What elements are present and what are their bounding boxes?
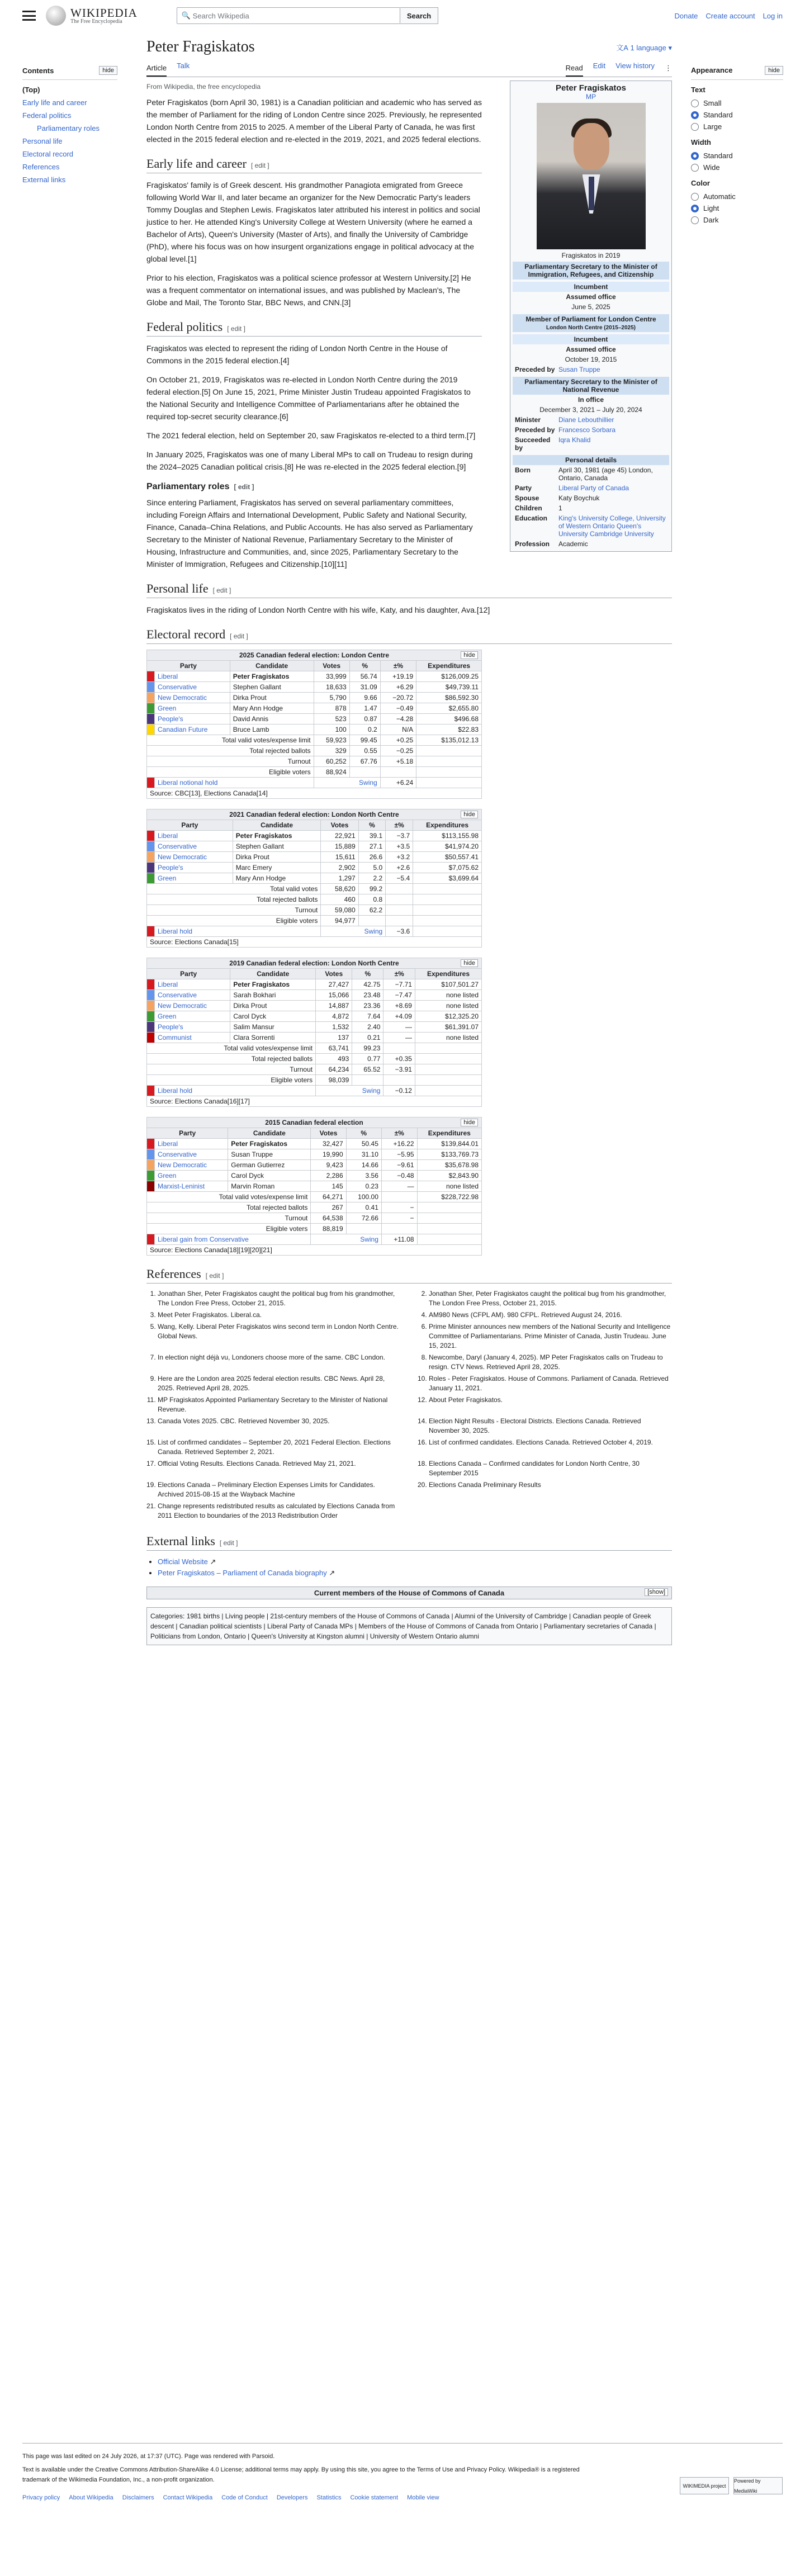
infobox-post[interactable]: MP — [586, 93, 596, 101]
reference-list — [146, 1289, 672, 1523]
totals-row: Turnout 64,538 72.66 − — [147, 1213, 482, 1224]
toc-title: Contents — [22, 66, 54, 75]
section-heading: Personal life [ edit ] — [146, 581, 672, 598]
edit-section-link[interactable]: [ edit ] — [230, 632, 248, 640]
reference-item[interactable]: 7. In election night déjà vu, Londoners choose more of the same. CBC London. — [158, 1353, 401, 1372]
donate-link[interactable]: Donate — [674, 11, 698, 20]
office-header[interactable]: Parliamentary Secretary to the Minister of Immigration, Refugees, and Citizenship — [513, 262, 669, 280]
wikimedia-logo[interactable]: WIKIMEDIA project — [680, 2477, 729, 2494]
toc-hide-button[interactable]: hide — [99, 66, 117, 75]
table-row: New Democratic Dirka Prout 5,790 9.66 −20.72 $86,592.30 — [147, 693, 482, 703]
election-table: 2025 Canadian federal election: London Centre hide Party Candidate Votes % ±% Expenditures Liberal Peter Fragiskatos 33,999 56.74 +19.19 $126,009.25 Conservative Stephen Gallant 18,633 31.09 +6.29 $49,739.11 New Democratic Dirka Prout 5,790 9.66 −20.72 $86,592.30 Green Mary Ann Hodge 878 1.47 −0.49 $2,655.80 People's David Annis 523 0.87 −4.28 $496.68 Canadian Future Bruce Lamb 100 0.2 N/A $22.83 Total valid votes/expense limit 59,923 99.45 +0.25 $135,012.13 Total rejected ballots 329 0.55 −0.25 Turnout 60,252 67.76 +5.18 Eligible voters 88,924 Liberal notional hold Swing +6.24 Source: CBC[13], Elections Canada[14] — [146, 650, 482, 799]
tab-edit[interactable]: Edit — [593, 61, 606, 70]
navbox: Current members of the House of Commons of Canada [show] — [146, 1587, 672, 1599]
toc-item[interactable]: References — [22, 163, 60, 171]
totals-row: Turnout 64,234 65.52 −3.91 — [147, 1064, 482, 1075]
reference-item[interactable]: 21. Change represents redistributed results as calculated by Elections Canada from 2011 Election to boundaries of the 2013 Redistribution Order — [158, 1502, 401, 1521]
totals-row: Turnout 59,080 62.2 — [147, 905, 482, 916]
reference-item[interactable]: 8. Newcombe, Daryl (January 4, 2025). MP Peter Fragiskatos calls on Trudeau to resign. CTV News. Retrieved April 28, 2025. — [429, 1353, 672, 1372]
reference-item[interactable]: 12. About Peter Fragiskatos. — [429, 1395, 672, 1414]
party-color-swatch — [147, 724, 155, 735]
categories-box[interactable]: Categories: 1981 births | Living people | 21st-century members of the House of Commons of Canada | Alumni of the University of Cambridge | Canadian people of Greek descent | Canadian political scientists | Liberal Party of Canada MPs | Members of the House of Commons of Canada from Ontario | Parliamentary secretaries of Canada | Politicians from London, Ontario | Queen's University at Kingston alumni | University of Western Ontario alumni — [146, 1607, 672, 1645]
login-link[interactable]: Log in — [763, 11, 783, 20]
reference-item[interactable]: 5. Wang, Kelly. Liberal Peter Fragiskatos wins second term in London North Centre. Global News. — [158, 1322, 401, 1351]
party-color-swatch — [147, 1011, 155, 1022]
tab-read[interactable]: Read — [566, 61, 583, 77]
edit-section-link[interactable]: [ edit ] — [219, 1539, 238, 1547]
license-text: Text is available under the Creative Commons Attribution-ShareAlike 4.0 License; additional terms may apply. By using this site, you agree to the Terms of Use and Privacy Policy. Wikipedia® is a registered trademark of the Wikimedia Foundation, Inc., a non-profit organization. — [22, 2466, 580, 2483]
source-cell: Source: Elections Canada[18][19][20][21] — [147, 1245, 482, 1256]
reference-item[interactable]: 20. Elections Canada Preliminary Results — [429, 1480, 672, 1499]
party-color-swatch — [147, 682, 155, 693]
totals-row: Eligible voters 88,819 — [147, 1224, 482, 1234]
totals-row: Total valid votes 58,620 99.2 — [147, 884, 482, 894]
totals-row: Total valid votes/expense limit 63,741 99.23 — [147, 1043, 482, 1054]
reference-item[interactable]: 1. Jonathan Sher, Peter Fragiskatos caught the political bug from his grandmother, The London Free Press, October 21, 2015. — [158, 1289, 401, 1308]
search-form — [177, 7, 438, 24]
party-color-swatch — [147, 1181, 155, 1192]
appearance-title: Appearance — [691, 66, 733, 74]
section-heading: Early life and career [ edit ] — [146, 157, 482, 173]
party-color-swatch — [147, 852, 155, 863]
party-color-swatch — [147, 714, 155, 724]
section-heading: Federal politics [ edit ] — [146, 320, 482, 337]
party-color-swatch — [147, 863, 155, 873]
toc-item[interactable]: Early life and career — [22, 98, 87, 107]
edit-section-link[interactable]: [ edit ] — [234, 483, 254, 491]
party-color-swatch — [147, 990, 155, 1001]
text-large-option[interactable]: Large — [691, 121, 783, 132]
hide-button[interactable]: hide — [461, 1119, 478, 1126]
table-row: Green Mary Ann Hodge 878 1.47 −0.49 $2,655.80 — [147, 703, 482, 714]
incumbent-badge: Incumbent — [513, 334, 669, 344]
table-row: Green Carol Dyck 2,286 3.56 −0.48 $2,843.90 — [147, 1171, 482, 1181]
election-table: 2015 Canadian federal election hide Party Candidate Votes % ±% Expenditures Liberal Peter Fragiskatos 32,427 50.45 +16.22 $139,844.01 Conservative Susan Truppe 19,990 31.10 −5.95 $133,769.73 New Democratic German Gutierrez 9,423 14.66 −9.61 $35,678.98 Green Carol Dyck 2,286 3.56 −0.48 $2,843.90 Marxist-Leninist Marvin Roman 145 0.23 — none listed Total valid votes/expense limit 64,271 100.00 $228,722.98 Total rejected ballots 267 0.41 − Turnout 64,538 72.66 − Eligible voters 88,819 Liberal gain from Conservative Swing +11.08 Source: Elections Canada[18][19][20][21] — [146, 1117, 482, 1256]
footer-link[interactable]: Privacy policy — [22, 2494, 60, 2501]
page-title: Peter Fragiskatos 文A 1 language ▾ — [146, 38, 672, 55]
subsection-heading: Parliamentary roles [ edit ] — [146, 482, 254, 491]
toc-item[interactable]: (Top) — [22, 86, 40, 94]
office-header[interactable]: Member of Parliament for London Centre London North Centre (2015–2025) — [513, 314, 669, 332]
intro-paragraph: Peter Fragiskatos (born April 30, 1981) is a Canadian politician and academic who has served as the member of Parliament for the riding of London Centre since 2025. Previously, he represented London North Centre from 2015 to 2025. A member of the Liberal Party of Canada, he was first elected in the 2015 federal election and re-elected in the 2019, 2021, and 2025 federal elections. — [146, 98, 482, 144]
hide-button[interactable]: hide — [461, 811, 478, 818]
office-header[interactable]: Parliamentary Secretary to the Minister of National Revenue — [513, 377, 669, 395]
table-row: People's Marc Emery 2,902 5.0 +2.6 $7,075.62 — [147, 863, 482, 873]
color-dark-option[interactable]: Dark — [691, 214, 783, 226]
footer-link[interactable]: Developers — [276, 2494, 308, 2501]
table-row: Liberal Peter Fragiskatos 22,921 39.1 −3.7 $113,155.98 — [147, 831, 482, 841]
table-row: Liberal Peter Fragiskatos 27,427 42.75 −7.71 $107,501.27 — [147, 979, 482, 990]
external-link[interactable]: Official Website — [158, 1557, 208, 1566]
source-cell: Source: CBC[13], Elections Canada[14] — [147, 788, 482, 799]
party-color-swatch — [147, 831, 155, 841]
edit-section-link[interactable]: [ edit ] — [250, 162, 269, 169]
table-row: Liberal Peter Fragiskatos 32,427 50.45 +16.22 $139,844.01 — [147, 1139, 482, 1149]
totals-row: Total valid votes/expense limit 64,271 100.00 $228,722.98 — [147, 1192, 482, 1202]
text-small-option[interactable]: Small — [691, 97, 783, 109]
totals-row: Total rejected ballots 267 0.41 − — [147, 1202, 482, 1213]
reference-item[interactable]: 2. Jonathan Sher, Peter Fragiskatos caught the political bug from his grandmother, The London Free Press, October 21, 2015. — [429, 1289, 672, 1308]
width-label: Width — [691, 138, 711, 146]
toc-item[interactable]: Parliamentary roles — [37, 124, 100, 132]
color-light-option[interactable]: Light — [691, 202, 783, 214]
table-row: Conservative Sarah Bokhari 15,066 23.48 −7.47 none listed — [147, 990, 482, 1001]
table-row: Conservative Susan Truppe 19,990 31.10 −5.95 $133,769.73 — [147, 1149, 482, 1160]
search-button[interactable]: Search — [400, 7, 438, 24]
edit-section-link[interactable]: [ edit ] — [227, 325, 245, 333]
table-row: New Democratic German Gutierrez 9,423 14.66 −9.61 $35,678.98 — [147, 1160, 482, 1171]
table-row: Green Mary Ann Hodge 1,297 2.2 −5.4 $3,699.64 — [147, 873, 482, 884]
totals-row: Turnout 60,252 67.76 +5.18 — [147, 756, 482, 767]
create-account-link[interactable]: Create account — [705, 11, 755, 20]
width-wide-option[interactable]: Wide — [691, 162, 783, 173]
table-row: Communist Clara Sorrenti 137 0.21 — none listed — [147, 1033, 482, 1043]
reference-item[interactable]: 13. Canada Votes 2025. CBC. Retrieved November 30, 2025. — [158, 1417, 401, 1436]
footer-link[interactable]: Statistics — [316, 2494, 342, 2501]
table-row: Liberal Peter Fragiskatos 33,999 56.74 +19.19 $126,009.25 — [147, 671, 482, 682]
footer-link[interactable]: Disclaimers — [122, 2494, 154, 2501]
table-row: New Democratic Dirka Prout 14,887 23.36 +8.69 none listed — [147, 1001, 482, 1011]
totals-row: Total rejected ballots 460 0.8 — [147, 894, 482, 905]
party-color-swatch — [147, 1149, 155, 1160]
external-link[interactable]: Peter Fragiskatos – Parliament of Canada biography — [158, 1569, 327, 1577]
infobox: Peter Fragiskatos MP Fragiskatos in 2019 Parliamentary Secretary to the Minister of Immigration, Refugees, and Citizenship Incumbent Assumed office June 5, 2025 Member of Parliament for London Centre London North Centre (2015–2025) Incumbent Assumed office October 19, 2015 Preceded by Susan Truppe Parliamentary Secretary to the Minister of National Revenue In office December 3, 2021 – July 20, 2024 Minister Diane Lebouthillier Preceded by Francesco Sorbara Succeeded by Iqra Khalid Personal details Born April 30, 1981 (age 45) London, Ontario, Canada Party Liberal Party of Canada Spouse Katy Boychuk Children 1 Education King's University College, University of Western Ontario Queen's University Cambridge University Profession Academic — [510, 80, 672, 552]
reference-item[interactable]: 9. Here are the London area 2025 federal election results. CBC News. April 28, 2025. Retrieved April 28, 2025. — [158, 1374, 401, 1393]
toc-item[interactable]: Electoral record — [22, 150, 74, 158]
party-color-swatch — [147, 693, 155, 703]
toc-item[interactable]: Personal life — [22, 137, 63, 145]
reference-item[interactable]: 14. Election Night Results - Electoral Districts. Elections Canada. Retrieved November 30, 2025. — [429, 1417, 672, 1436]
party-color-swatch — [147, 841, 155, 852]
reference-item[interactable]: 17. Official Voting Results. Elections Canada. Retrieved May 21, 2021. — [158, 1459, 401, 1478]
table-row: People's Salim Mansur 1,532 2.40 — $61,391.07 — [147, 1022, 482, 1033]
section-heading: Electoral record [ edit ] — [146, 627, 672, 644]
mediawiki-logo[interactable]: Powered by MediaWiki — [733, 2477, 783, 2494]
tab-history[interactable]: View history — [615, 61, 655, 70]
election-title: 2015 Canadian federal election hide — [147, 1117, 482, 1128]
language-button[interactable]: 文A 1 language ▾ — [616, 43, 672, 52]
totals-row: Total valid votes/expense limit 59,923 99.45 +0.25 $135,012.13 — [147, 735, 482, 746]
party-color-swatch — [147, 1033, 155, 1043]
reference-item[interactable]: 18. Elections Canada – Confirmed candidates for London North Centre, 30 September 2015 — [429, 1459, 672, 1478]
totals-row: Eligible voters 98,039 — [147, 1075, 482, 1086]
reference-item[interactable]: 16. List of confirmed candidates. Elections Canada. Retrieved October 4, 2019. — [429, 1438, 672, 1457]
table-row: Marxist-Leninist Marvin Roman 145 0.23 — none listed — [147, 1181, 482, 1192]
party-color-swatch — [147, 979, 155, 990]
totals-row: Eligible voters 88,924 — [147, 767, 482, 778]
appearance-hide-button[interactable]: hide — [765, 66, 783, 75]
source-cell: Source: Elections Canada[15] — [147, 937, 482, 948]
election-title: 2025 Canadian federal election: London Centre hide — [147, 650, 482, 661]
election-title: 2021 Canadian federal election: London North Centre hide — [147, 809, 482, 820]
section-heading: References [ edit ] — [146, 1267, 672, 1284]
last-edited-text: This page was last edited on 24 July 2026, at 17:37 (UTC). Page was rendered with Parsoid. — [22, 2453, 275, 2460]
search-input[interactable]: 🔍 Search Wikipedia — [177, 7, 400, 24]
election-table: 2021 Canadian federal election: London North Centre hide Party Candidate Votes % ±% Expenditures Liberal Peter Fragiskatos 22,921 39.1 −3.7 $113,155.98 Conservative Stephen Gallant 15,889 27.1 +3.5 $41,974.20 New Democratic Dirka Prout 15,611 26.6 +3.2 $50,557.41 People's Marc Emery 2,902 5.0 +2.6 $7,075.62 Green Mary Ann Hodge 1,297 2.2 −5.4 $3,699.64 Total valid votes 58,620 99.2 Total rejected ballots 460 0.8 Turnout 59,080 62.2 Eligible voters 94,977 Liberal hold Swing −3.6 Source: Elections Canada[15] — [146, 809, 482, 948]
edit-section-link[interactable]: [ edit ] — [212, 586, 231, 594]
toc-item[interactable]: Federal politics — [22, 111, 72, 120]
party-color-swatch — [147, 1160, 155, 1171]
reference-item[interactable]: 3. Meet Peter Fragiskatos. Liberal.ca. — [158, 1310, 401, 1320]
color-label: Color — [691, 179, 710, 187]
party-color-swatch — [147, 1001, 155, 1011]
table-row: Conservative Stephen Gallant 18,633 31.09 +6.29 $49,739.11 — [147, 682, 482, 693]
wikipedia-wordmark[interactable]: WIKIPEDIA The Free Encyclopedia — [70, 6, 138, 25]
table-row: Green Carol Dyck 4,872 7.64 +4.09 $12,325.20 — [147, 1011, 482, 1022]
site-header — [0, 0, 805, 31]
footer-link[interactable]: Mobile view — [407, 2494, 439, 2501]
totals-row: Eligible voters 94,977 — [147, 916, 482, 926]
table-row: New Democratic Dirka Prout 15,611 26.6 +3.2 $50,557.41 — [147, 852, 482, 863]
wikipedia-globe-icon[interactable] — [46, 6, 66, 26]
footer-links — [22, 2493, 783, 2503]
text-size-label: Text — [691, 86, 705, 94]
section-heading: External links [ edit ] — [146, 1534, 672, 1551]
text-standard-option[interactable]: Standard — [691, 109, 783, 121]
source-cell: Source: Elections Canada[16][17] — [147, 1096, 482, 1107]
navbox-show-button[interactable]: [show] — [645, 1588, 668, 1596]
tab-article[interactable]: Article — [146, 61, 167, 77]
footer-link[interactable]: About Wikipedia — [69, 2494, 113, 2501]
election-title: 2019 Canadian federal election: London North Centre hide — [147, 958, 482, 969]
tab-talk[interactable]: Talk — [177, 61, 190, 70]
table-row: Conservative Stephen Gallant 15,889 27.1 +3.5 $41,974.20 — [147, 841, 482, 852]
portrait-photo[interactable] — [537, 103, 646, 249]
table-of-contents — [22, 66, 117, 186]
edit-section-link[interactable]: [ edit ] — [205, 1272, 224, 1280]
more-tools-icon[interactable]: ⋮ — [665, 64, 672, 72]
table-row: Canadian Future Bruce Lamb 100 0.2 N/A $22.83 — [147, 724, 482, 735]
reference-item[interactable]: 10. Roles - Peter Fragiskatos. House of Commons. Parliament of Canada. Retrieved January 11, 2021. — [429, 1374, 672, 1393]
footer-link[interactable]: Code of Conduct — [221, 2494, 268, 2501]
color-automatic-option[interactable]: Automatic — [691, 191, 783, 202]
reference-item[interactable]: 4. AM980 News (CFPL AM). 980 CFPL. Retrieved August 24, 2016. — [429, 1310, 672, 1320]
party-color-swatch — [147, 1139, 155, 1149]
infobox-name: Peter Fragiskatos — [556, 83, 626, 93]
totals-row: Total rejected ballots 493 0.77 +0.35 — [147, 1054, 482, 1064]
party-color-swatch — [147, 873, 155, 884]
incumbent-badge: Incumbent — [513, 282, 669, 292]
article-content: Peter Fragiskatos 文A 1 language ▾ Article Talk Read Edit View history ⋮ From Wikipedia, the free encyclopedia Peter Fragiskatos MP Fragiskatos in 2019 Parliamentary Secretary to the Minister of Immigration, Refugees, and Citizenship Incumbent Assumed office June 5, 2025 Member of Parliament for London Centre London North Centre (2015–2025) Incumbent Assumed office October 19, 2015 Preceded by Susan Truppe Parliamentary Secretary to the Minister of National Revenue In office December 3, 2021 – July 20, 2024 Minister Diane Lebouthillier Preceded by Francesco Sorbara Succeeded by Iqra Khalid Personal details Born April 30, 1981 (age 45) London, Ontario, Canada Party Liberal Party of Canada Spouse Katy Boychuk Children 1 Education King's University College, University of Western Ontario Queen's University Cambridge University Profession Academic Peter Fragiskatos (born April 30, 1981) is a Canadian politician and academic who has served as the member of Parliament for the riding of London Centre since 2025. Previously, he represented London North Centre from 2015 to 2025. A member of the Liberal Party of Canada, he was first elected in the 2015 federal election and re-elected in the 2019, 2021, and 2025 federal elections. Early life and career [ edit ] Fragiskatos' family is of Greek descent. His grandmother Panagiota emigrated from Greece following World War II, and later became an organizer for the New Democratic Party's leaders Tommy Douglas and Stephen Lewis. Fragiskatos later attributed his interest in politics and social justice to her. He attended King's University College at Western University (where he earned a Bachelor of Arts), Queen's University (Master of Arts), and finally the University of Cambridge (PhD), where his focus was on how insurgent organizations engage in political advocacy at the global level.[1] Prior to his election, Fragiskatos was a political science professor at Western University.[2] He was a frequent commentator on international issues, and was published by Maclean's, The Globe and Mail, The Toronto Star, BBC News, and CNN.[3] Federal politics [ edit ] Fragiskatos was elected to represent the riding of London North Centre in the House of Commons in the 2015 federal election.[4] On October 21, 2019, Fragiskatos was re-elected in London North Centre during the 2019 federal election.[5] On June 15, 2021, Prime Minister Justin Trudeau appointed Fragiskatos to the National Security and Intelligence Committee of Parliamentarians after he obtained the required top-secret security clearance.[6] The 2021 federal election, held on September 20, saw Fragiskatos re-elected to a third term.[7] In January 2025, Fragiskatos was one of many Liberal MPs to call on Trudeau to resign during the 2024–2025 Canadian political crisis.[8] He was re-elected in the 2025 federal election.[9] Parliamentary roles [ edit ] Since entering Parliament, Fragiskatos has served on several parliamentary committees, including Foreign Affairs and International Development, Public Safety and National Security, Finance, Canada–China Relations, and Public Accounts. He has also served as Parliamentary Secretary to the Minister of National Revenue, Parliamentary Secretary to the Minister of Housing, Infrastructure and Communities, and, since 2025, Parliamentary Secretary to the Minister of Immigration, Refugees and Citizenship.[10][11] Personal life [ edit ] Fragiskatos lives in the riding of London North Centre with his wife, Katy, and his daughter, Ava.[12] Electoral record [ edit ] 2025 Canadian federal election: London Centre hide Party Candidate Votes % ±% Expenditures Liberal Peter Fragiskatos 33,999 56.74 +19.19 $126,009.25 Conservative Stephen Gallant 18,633 31.09 +6.29 $49,739.11 New Democratic Dirka Prout 5,790 9.66 −20.72 $86,592.30 Green Mary Ann Hodge 878 1.47 −0.49 $2,655.80 People's David Annis 523 0.87 −4.28 $496.68 Canadian Future Bruce Lamb 100 0.2 N/A $22.83 Total valid votes/expense limit 59,923 99.45 +0.25 $135,012.13 Total rejected ballots 329 0.55 −0.25 Turnout 60,252 67.76 +5.18 Eligible voters 88,924 Liberal notional hold Swing +6.24 Source: CBC[13], Elections Canada[14] 2021 Canadian federal election: London North Centre hide Party Candidate Votes % ±% Expenditures Liberal Peter Fragiskatos 22,921 39.1 −3.7 $113,155.98 Conservative Stephen Gallant 15,889 27.1 +3.5 $41,974.20 New Democratic Dirka Prout 15,611 26.6 +3.2 $50,557.41 People's Marc Emery 2,902 5.0 +2.6 $7,075.62 Green Mary Ann Hodge 1,297 2.2 −5.4 $3,699.64 Total valid votes 58,620 99.2 Total rejected ballots 460 0.8 Turnout 59,080 62.2 Eligible voters 94,977 Liberal hold Swing −3.6 Source: Elections Canada[15] 2019 Canadian federal election: London North Centre hide Party Candidate Votes % ±% Expenditures Liberal Peter Fragiskatos 27,427 42.75 −7.71 $107,501.27 Conservative Sarah Bokhari 15,066 23.48 −7.47 none listed New Democratic Dirka Prout 14,887 23.36 +8.69 none listed Green Carol Dyck 4,872 7.64 +4.09 $12,325.20 People's Salim Mansur 1,532 2.40 — $61,391.07 Communist Clara Sorrenti 137 0.21 — none listed Total valid votes/expense limit 63,741 99.23 Total rejected ballots 493 0.77 +0.35 Turnout 64,234 65.52 −3.91 Eligible voters 98,039 Liberal hold Swing −0.12 Source: Elections Canada[16][17] 2015 Canadian federal election hide Party Candidate Votes % ±% Expenditures Liberal Peter Fragiskatos 32,427 50.45 +16.22 $139,844.01 Conservative Susan Truppe 19,990 31.10 −5.95 $133,769.73 New Democratic German Gutierrez 9,423 14.66 −9.61 $35,678.98 Green Carol Dyck 2,286 3.56 −0.48 $2,843.90 Marxist-Leninist Marvin Roman 145 0.23 — none listed Total valid votes/expense limit 64,271 100.00 $228,722.98 Total rejected ballots 267 0.41 − Turnout 64,538 72.66 − Eligible voters 88,819 Liberal gain from Conservative Swing +11.08 Source: Elections Canada[18][19][20][21] References [ edit ] 1. Jonathan Sher, Peter Fragiskatos caught the political bug from his grandmother, The London Free Press, October 21, 2015. 2. Jonathan Sher, Peter Fragiskatos caught the political bug from his grandmother, The London Free Press, October 21, 2015. 3. Meet Peter Fragiskatos. Liberal.ca. 4. AM980 News (CFPL AM). 980 CFPL. Retrieved August 24, 2016. 5. Wang, Kelly. Liberal Peter Fragiskatos wins second term in London North Centre. Global News. 6. Prime Minister announces new members of the National Security and Intelligence Committee of Parliamentarians. Prime Minister of Canada, Justin Trudeau. June 15, 2021. 7. In election night déjà vu, Londoners choose more of the same. CBC London. 8. Newcombe, Daryl (January 4, 2025). MP Peter Fragiskatos calls on Trudeau to resign. CTV News. Retrieved April 28, 2025. 9. Here are the London area 2025 federal election results. CBC News. April 28, 2025. Retrieved April 28, 2025. 10. Roles - Peter Fragiskatos. House of Commons. Parliament of Canada. Retrieved January 11, 2021. 11. MP Fragiskatos Appointed Parliamentary Secretary to the Minister of National Revenue. 12. About Peter Fragiskatos. 13. Canada Votes 2025. CBC. Retrieved November 30, 2025. 14. Election Night Results - Electoral Districts. Elections Canada. Retrieved November 30, 2025. 15. List of confirmed candidates – September 20, 2021 Federal Election. Elections Canada. Retrieved September 2, 2021. 16. List of confirmed candidates. Elections Canada. Retrieved October 4, 2019. 17. Official Voting Results. Elections Canada. Retrieved May 21, 2021. 18. Elections Canada – Confirmed candidates for London North Centre, 30 September 2015 19. Elections Canada – Preliminary Election Expenses Limits for Candidates. Archived 2015-08-15 at the Wayback Machine 20. Elections Canada Preliminary Results 21. Change represents redistributed results as calculated by Elections Canada from 2011 Election to boundaries of the 2013 Redistribution Order External links [ edit ] • Official Website ↗ • Peter Fragiskatos – Parliament of Canada biography ↗ Current members of the House of Commons of Canada [show] Categories: 1981 births | Living people | 21st-century members of the House of Commons of Canada | Alumni of the University of Cambridge | Canadian people of Greek descent | Canadian political scientists | Liberal Party of Canada MPs | Members of the House of Commons of Canada from Ontario | Parliamentary secretaries of Canada | Politicians from London, Ontario | Queen's University at Kingston alumni | University of Western Ontario alumni — [146, 38, 672, 1645]
site-subtitle: From Wikipedia, the free encyclopedia — [146, 83, 261, 91]
personal-details-header: Personal details — [513, 455, 669, 465]
electoral-record — [146, 650, 672, 1256]
election-table: 2019 Canadian federal election: London North Centre hide Party Candidate Votes % ±% Expenditures Liberal Peter Fragiskatos 27,427 42.75 −7.71 $107,501.27 Conservative Sarah Bokhari 15,066 23.48 −7.47 none listed New Democratic Dirka Prout 14,887 23.36 +8.69 none listed Green Carol Dyck 4,872 7.64 +4.09 $12,325.20 People's Salim Mansur 1,532 2.40 — $61,391.07 Communist Clara Sorrenti 137 0.21 — none listed Total valid votes/expense limit 63,741 99.23 Total rejected ballots 493 0.77 +0.35 Turnout 64,234 65.52 −3.91 Eligible voters 98,039 Liberal hold Swing −0.12 Source: Elections Canada[16][17] — [146, 958, 482, 1107]
hide-button[interactable]: hide — [461, 959, 478, 967]
party-color-swatch — [147, 1022, 155, 1033]
party-color-swatch — [147, 671, 155, 682]
hide-button[interactable]: hide — [461, 651, 478, 659]
totals-row: Total rejected ballots 329 0.55 −0.25 — [147, 746, 482, 756]
reference-item[interactable]: 15. List of confirmed candidates – September 20, 2021 Federal Election. Elections Canada. Retrieved September 2, 2021. — [158, 1438, 401, 1457]
footer-link[interactable]: Contact Wikipedia — [163, 2494, 213, 2501]
party-color-swatch — [147, 703, 155, 714]
reference-item[interactable]: 11. MP Fragiskatos Appointed Parliamentary Secretary to the Minister of National Revenue. — [158, 1395, 401, 1414]
photo-caption: Fragiskatos in 2019 — [561, 252, 621, 259]
appearance-panel — [691, 66, 783, 226]
page-tabs — [146, 61, 672, 77]
reference-item[interactable]: 19. Elections Canada – Preliminary Election Expenses Limits for Candidates. Archived 2015-08-15 at the Wayback Machine — [158, 1480, 401, 1499]
footer-link[interactable]: Cookie statement — [350, 2494, 399, 2501]
reference-item[interactable]: 6. Prime Minister announces new members of the National Security and Intelligence Committee of Parliamentarians. Prime Minister of Canada, Justin Trudeau. June 15, 2021. — [429, 1322, 672, 1351]
toc-item[interactable]: External links — [22, 176, 66, 184]
page-footer — [22, 2443, 783, 2503]
width-standard-option[interactable]: Standard — [691, 150, 783, 162]
table-row: People's David Annis 523 0.87 −4.28 $496.68 — [147, 714, 482, 724]
party-color-swatch — [147, 1171, 155, 1181]
main-menu-icon[interactable] — [22, 11, 36, 21]
